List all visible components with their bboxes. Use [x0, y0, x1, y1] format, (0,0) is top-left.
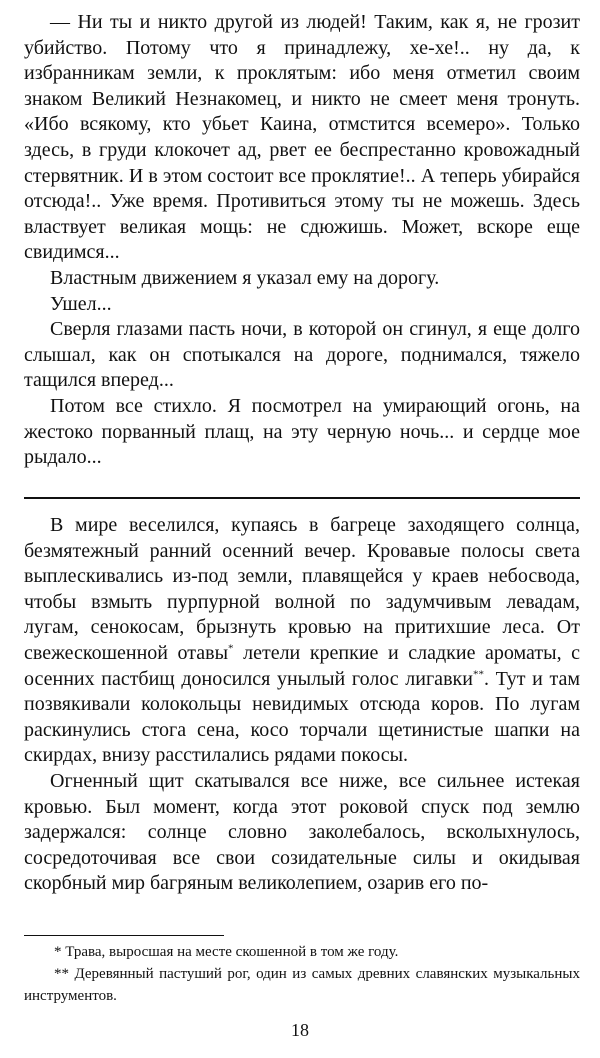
paragraph: Огненный щит скатывался все ниже, все сильнее истекая кровью. Был момент, когда этот роковой спуск под землю задержался: солнце словно заколебалось, всколыхнулось, сосредоточивая все свои созидательные силы и окидывая скорбный мир багряным великолепием, озарив его по- — [24, 769, 580, 895]
section-one — [24, 10, 580, 471]
paragraph-text: летели крепкие и сладкие ароматы, с осенних пастбищ доносился унылый голос лигавки — [24, 641, 581, 690]
paragraph: Ушел... — [50, 292, 112, 315]
paragraph: — Ни ты и никто другой из людей! Таким, как я, не грозит убийство. Потому что я принадлежу, хе-хе!.. ну да, к избранникам земли, к проклятым: ибо меня отметил своим знаком Великий Незнакомец, и никто не смеет меня тронуть. «Ибо всякому, кто убьет Каина, отмстится всемеро». Только здесь, в груди клокочет ад, рвет ее беспрестанно кровожадный стервятник. И в этом состоит все проклятие!.. А теперь убирайся отсюда!.. Уже время. Противиться этому ты не можешь. Здесь властвует великая мощь: не сдюжишь. Может, вскоре еще свидимся... — [24, 11, 580, 264]
footnote-mark: * — [228, 642, 234, 655]
section-two — [24, 513, 580, 897]
footnote-mark: ** — [472, 667, 484, 680]
footnote: * Трава, выросшая на месте скошенной в том же году. — [54, 944, 399, 960]
page-number: 18 — [291, 1020, 309, 1040]
paragraph: Сверля глазами пасть ночи, в которой он сгинул, я еще долго слышал, как он спотыкался на дороге, поднимался, тяжело тащился вперед... — [24, 318, 580, 392]
paragraph-text: . Тут и там позвякивали колокольцы невидимых отсюда коров. По лугам раскинулись стога сена, косо торчали щетинистые шапки на скирдах, внизу расстилались рядами покосы. — [24, 667, 581, 767]
paragraph-text: В мире веселился, купаясь в багреце заходящего солнца, безмятежный ранний осенний вечер. Кровавые полосы света выплескивались из-под земли, плавящейся у краев небосвода, чтобы взмыть пурпурной волной по задумчивым левадам, лугам, сенокосам, брызнуть кровью на притихшие леса. От свежескошенной отавы — [24, 514, 580, 664]
footnotes — [24, 941, 580, 1007]
footnote: ** Деревянный пастуший рог, один из самых древних славянских музыкальных инструментов. — [24, 966, 580, 1004]
paragraph: Властным движением я указал ему на дорогу. — [50, 266, 440, 289]
section-divider — [24, 497, 580, 499]
paragraph — [24, 513, 580, 769]
paragraph: Потом все стихло. Я посмотрел на умирающий огонь, на жестоко порванный плащ, на эту черную ночь... и сердце мое рыдало... — [24, 394, 580, 469]
footnote-divider — [24, 935, 224, 936]
